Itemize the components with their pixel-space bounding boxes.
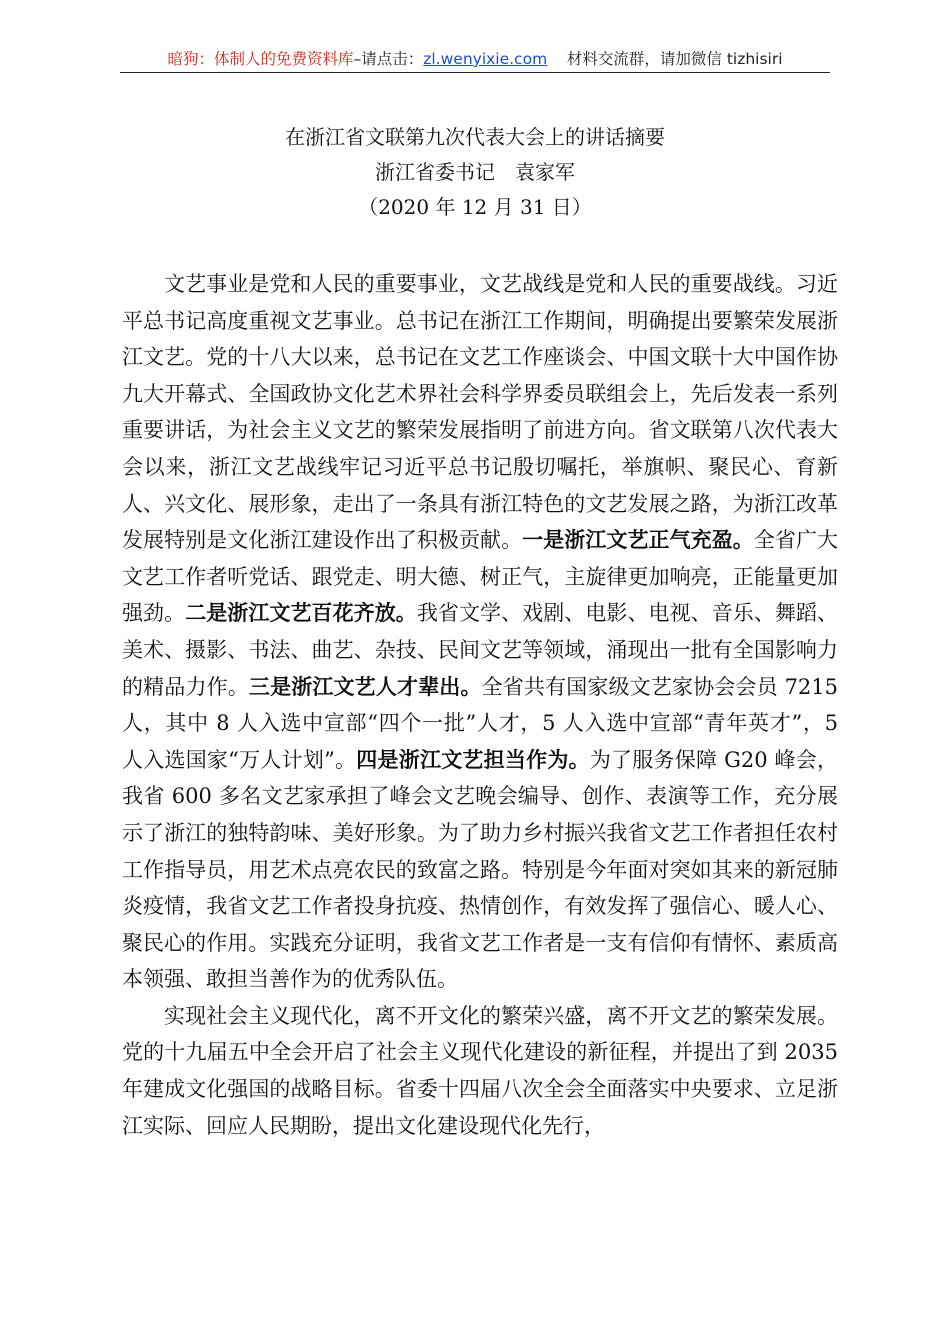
header-link[interactable]: zl.wenyixie.com bbox=[423, 50, 548, 68]
document-date: （2020 年 12 月 31 日） bbox=[358, 195, 592, 219]
header-prompt: –请点击： bbox=[353, 50, 424, 68]
paragraph bbox=[122, 266, 838, 998]
paragraph-text: 我省文学、戏剧、电影、电视、音乐、舞蹈、美术、摄影、书法、曲艺、杂技、民间文艺等领域，涌现出一批有全国影响力的精品力作。 bbox=[122, 601, 839, 699]
key-point-heading: 三是浙江文艺人才辈出。 bbox=[248, 673, 482, 699]
paragraph-text: 文艺事业是党和人民的重要事业，文艺战线是党和人民的重要战线。习近平总书记高度重视文艺事业。总书记在浙江工作期间，明确提出要繁荣发展浙江文艺。党的十八大以来，总书记在文艺工作座谈会、中国文联十大中国作协九大开幕式、全国政协文化艺术界社会科学界委员联组会上，先后发表一系列重要讲话，为社会主义文艺的繁荣发展指明了前进方向。省文联第八次代表大会以来，浙江文艺战线牢记习近平总书记殷切嘱托，举旗帜、聚民心、育新人、兴文化、展形象，走出了一条具有浙江特色的文艺发展之路，为浙江改革发展特别是文化浙江建设作出了积极贡献。 bbox=[122, 272, 838, 553]
header-divider bbox=[120, 72, 830, 73]
key-point-heading: 四是浙江文艺担当作为。 bbox=[356, 746, 590, 772]
key-point-heading: 一是浙江文艺正气充盈。 bbox=[522, 527, 754, 553]
header-site-name: 暗狗：体制人的免费资料库 bbox=[167, 50, 354, 68]
paragraph-text: 实现社会主义现代化，离不开文化的繁荣兴盛，离不开文艺的繁荣发展。党的十九届五中全会开启了社会主义现代化建设的新征程，并提出了到 2035 年建成文化强国的战略目标。省委十四届八次全会全面落实中央要求、立足浙江实际、回应人民期盼，提出文化建设现代化先行， bbox=[122, 1003, 838, 1138]
document-body bbox=[122, 266, 838, 1144]
paragraph-text: 全省广大文艺工作者听党话、跟党走、明大德、树正气，主旋律更加响亮，正能量更加强劲。 bbox=[122, 528, 839, 626]
document-title: 在浙江省文联第九次代表大会上的讲话摘要 bbox=[285, 125, 665, 149]
header-contact: 材料交流群，请加微信 tizhisiri bbox=[566, 50, 783, 68]
paragraph bbox=[122, 998, 838, 1144]
title-block bbox=[120, 120, 830, 225]
document-header bbox=[120, 46, 830, 72]
paragraph-text: 全省共有国家级文艺家协会会员 7215 人，其中 8 人入选中宣部“四个一批”人才，5 人入选中宣部“青年英才”，5 人入选国家“万人计划”。 bbox=[122, 674, 839, 772]
paragraph-text: 为了服务保障 G20 峰会，我省 600 多名文艺家承担了峰会文艺晚会编导、创作、表演等工作，充分展示了浙江的独特韵味、美好形象。为了助力乡村振兴我省文艺工作者担任农村工作指导员，用艺术点亮农民的致富之路。特别是今年面对突如其来的新冠肺炎疫情，我省文艺工作者投身抗疫、热情创作，有效发挥了强信心、暖人心、聚民心的作用。实践充分证明，我省文艺工作者是一支有信仰有情怀、素质高本领强、敢担当善作为的优秀队伍。 bbox=[122, 747, 838, 992]
speaker-line: 浙江省委书记 袁家军 bbox=[375, 160, 575, 184]
key-point-heading: 二是浙江文艺百花齐放。 bbox=[185, 600, 417, 626]
